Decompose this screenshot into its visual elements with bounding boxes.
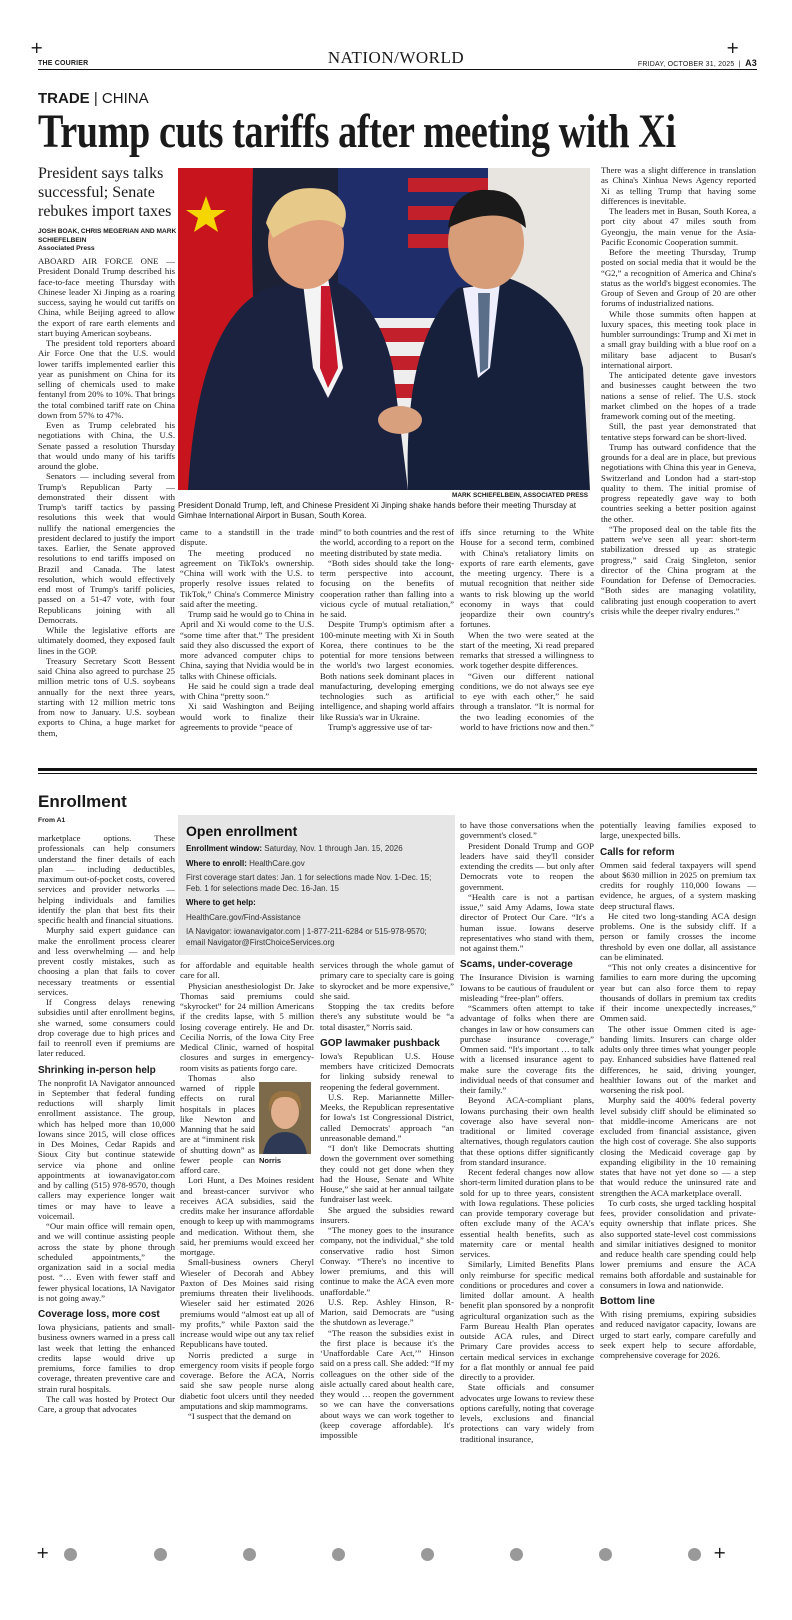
paragraph: Senators — including several from Trump's Republican Party — demonstrated their dissent with Trump's tariff tactics by passing resolutions this week that would nullify the national emergencies the president declared to justify the import taxes. Earlier, the Senate approved resolutions to end tariffs imposed on Brazil and Canada. The latest resolution, which would effectively end most of Trump's tariff policies, passed on a 51-47 vote, with four Republicans joining with all Democrats. [38,471,175,625]
registration-dot [154,1548,167,1561]
paragraph: “Health care is not a partisan issue,” said Amy Adams, Iowa state director of Protect Our Care. “It's a human issue. Iowans deserve representatives who stand with them, not against them.” [460,891,594,953]
paper-name: THE COURIER [38,60,89,67]
registration-dot [64,1548,77,1561]
enrollment-column-4 [460,820,594,1503]
portrait [259,1082,311,1154]
paragraph: mind” to both countries and the rest of the world, according to a report on the meeting distributed by state media. [320,527,454,558]
crop-mark: + [36,1543,50,1562]
paragraph: Stopping the tax credits before there's any substitute would be “a total disaster,” Norris said. [320,1001,454,1032]
paragraph: The leaders met in Busan, South Korea, a port city about 47 miles south from Gyeongju, the main venue for the Asia-Pacific Economic Cooperation summit. [601,206,756,247]
paragraph: Similarly, Limited Benefits Plans only reimburse for specific medical conditions or procedures and cover a limited dollar amount. A health benefit plan sponsored by a nonprofit agricultural organization such as the Farm Bureau Health Plan operates outside ACA rules, and Direct Primary Care provides access to certain medical services in exchange for a flat monthly or annual fee paid directly to a provider. [460,1259,594,1382]
paragraph: “Given our different national conditions, we do not always see eye to eye with each other,” he said through a translator. “It is normal for the two leading economies of the world to have frictions now and then.” [460,670,594,732]
help-link[interactable]: HealthCare.gov/Find-Assistance [186,912,301,922]
paragraph: The nonprofit IA Navigator announced in September that federal funding reductions will sharply limit enrollment assistance. The group, which has helped more than 10,000 Iowans since 2015, will close offices in Des Moines, Cedar Rapids and Sioux City but continue statewide service via phone and online appointments at iowanavigator.com and by calling (515) 978-9570, though callers may experience longer wait times or may have to leave a voicemail. [38,1077,175,1221]
paragraph: “This not only creates a disincentive for families to earn more during the upcoming year but can also force them to repay thousands of dollars in premium tax credits if their income unexpectedly increases,” Ommen said. [600,962,756,1024]
paragraph: The Insurance Division is warning Iowans to be cautious of fraudulent or misleading “free-plan” offers. [460,972,594,1003]
page-folio: FRIDAY, OCTOBER 31, 2025 | A3 [637,58,757,68]
kicker-sub: CHINA [101,90,149,107]
paragraph: Trump has outward confidence that the grounds for a deal are in place, but previous negotiations with China this year in Geneva, Switzerland and London had a start-stop quality to them. The initial promise of progress repeatedly gave way to both countries seeking a better position against the other. [601,441,756,524]
paragraph: “Scammers often attempt to take advantage of folks when there are changes in law or how consumers can purchase insurance coverage,” Ommen said. “It's important … to talk with a licensed insurance agent to make sure the coverage fits the individual needs of that consumer and their family.” [460,1003,594,1095]
section-title: NATION/WORLD [327,48,465,67]
crop-mark: + [713,1543,727,1562]
paragraph: President Donald Trump and GOP leaders have said they'll consider extending the credits — but only after Democrats vote to reopen the government. [460,840,594,892]
page-number: A3 [745,58,757,68]
paragraph: ABOARD AIR FORCE ONE — President Donald Trump described his face-to-face meeting Thursday with Chinese leader Xi Jinping as a roaring success, saying he would cut tariffs on China, while Beijing agreed to allow the export of rare earth elements and start buying American soybeans. [38,256,175,338]
paragraph: The call was hosted by Protect Our Care, a group that advocates [38,1393,175,1414]
navigator-contact: IA Navigator: iowanavigator.com | 1-877-211-6284 or 515-978-9570; email Navigator@FirstChoiceServices.org [186,927,427,947]
paragraph: Murphy said the 400% federal poverty level subsidy cliff should be eliminated so that middle-income Americans are not excluded from financial assistance, given the high cost of coverage. She also supports closing the Medicaid coverage gap by expanding eligibility in the 10 remaining states that have not yet done so — a step that would reduce the uninsured rate and strengthen the ACA marketplace overall. [600,1095,756,1198]
paragraph: With rising premiums, expiring subsidies and reduced navigator capacity, Iowans are urged to start early, compare carefully and seek expert help to secure affordable, comprehensive coverage for 2026. [600,1309,756,1360]
photo-credit: MARK SCHIEFELBEIN, ASSOCIATED PRESS [452,492,588,499]
norris-photo [259,1082,314,1165]
registration-dot [599,1548,612,1561]
paragraph: Trump's aggressive use of tar- [328,721,433,732]
paragraph: Ommen said federal taxpayers will spend about $630 million in 2025 on premium tax credits for roughly 110,000 Iowans — evidence, he argues, of a system masking deep structural flaws. [600,859,756,911]
paragraph: “I don't like Democrats shutting down the government over something they could not get done when they had the House, Senate and White House,” she said at her annual tailgate fundraiser last week. [320,1143,454,1205]
paragraph: marketplace options. These professionals can help consumers understand the finer details of each plan — including deductibles, maximum out-of-pocket costs, covered services and provider networks — helping individuals and families identify the plan that best fits their specific health and financial situations. [38,833,175,925]
paragraph: Thomas also warned of ripple effects on rural hospitals in places like Newton and Manning that he said are at “imminent risk of shutting down” as fewer people can afford care. [180,1072,255,1175]
paragraph: Physician anesthesiologist Dr. Jake Thomas said premiums could “skyrocket” for 24 million Americans if the credits lapse, with 5 million losing coverage entirely. He and Dr. Cecilia Norris, of the Iowa City Free Medical Clinic, warned of hospital closures and surges in emergency-room visits as patients forgo care. [180,980,314,1073]
enrollment-heading: Enrollment [38,792,127,811]
article-column-3 [320,527,454,747]
paragraph: Trump said he would go to China in April and Xi would come to the U.S. “some time after that.” The president said they also discussed the export of more advanced computer chips to China, saying that Nvidia would be in talks with Chinese officials. [180,609,314,681]
section-divider [38,768,757,771]
subheadline: President says talks successful; Senate rebukes import taxes [38,165,172,220]
where-value: HealthCare.gov [249,858,305,868]
window-value: Saturday, Nov. 1 through Jan. 15, 2026 [264,844,403,853]
crop-mark: + [30,38,44,57]
paragraph: “I suspect that the demand on [188,1411,292,1421]
coverage-dates: First coverage start dates: Jan. 1 for selections made Nov. 1-Dec. 15; Feb. 1 for selections made Dec. 16-Jan. 15 [186,873,432,893]
crop-mark: + [726,38,740,57]
paragraph: “The reason the subsidies exist in the first place is because it's the ‘Unaffordable Care Act,’” Hinson said on a press call. She added: “If my colleagues on the other side of the aisle actually cared about health care, they would … reopen the government so we can have the conversations about ways we can work together to (keep coverage affordable). It's impossible [320,1327,454,1440]
jump-line: From A1 [38,817,66,824]
kicker-topic: TRADE [38,90,90,107]
subheading: GOP lawmaker pushback [320,1037,440,1049]
enrollment-column-5 [600,820,756,1503]
registration-dot [688,1548,701,1561]
headline: Trump cuts tariffs after meeting with Xi [38,105,676,158]
paragraph: Beyond ACA-compliant plans, Iowans purchasing their own health coverage also have several non-traditional or limited coverage alternatives, though regulators caution that these options differ significantly from standard insurance. [460,1095,594,1167]
subheading: Bottom line [600,1296,655,1307]
paragraph: Before the meeting Thursday, Trump posted on social media that it would be the “G2,” a recognition of America and China's status as the world's biggest economies. The Group of Seven and Group of 20 are other forums of industrialized nations. [601,247,756,309]
where-label: Where to enroll: [186,858,247,868]
infobox-title: Open enrollment [186,823,298,839]
paragraph: Norris predicted a surge in emergency room visits if people forgo coverage. Before the ACA, Norris said she saw people nurse along diabetic foot ulcers until they needed amputations and skip mammograms. [180,1349,314,1411]
article-column-4 [460,527,594,747]
paragraph: To curb costs, she urged tackling hospital fees, provider consolidation and private-equity ownership that inflate prices. She also supported state-level cost commissions and similar initiatives designed to monitor and reduce health care spending could help lower premiums and ensure the ACA remains both affordable and sustainable for consumers in Iowa and nationwide. [600,1197,756,1290]
paragraph: Treasury Secretary Scott Bessent said China also agreed to purchase 25 million metric tons of U.S. soybeans annually for the next three years, starting with 12 million metric tons from now to January. U.S. soybean exports to China, a huge market for them, [38,655,175,738]
open-enrollment-infobox [178,815,455,955]
paragraph: Small-business owners Cheryl Wieseler of Decorah and Abbey Paxton of Des Moines said rising premiums threaten their livelihoods. Wieseler said her estimated 2026 premiums would “almost eat up all of my profits,” while Paxton said the increase would wipe out any tax relief Republicans have touted. [180,1257,314,1350]
help-label: Where to get help: [186,898,256,907]
section-divider-thin [38,773,757,774]
paragraph: The other issue Ommen cited is age-banding limits. Insurers can charge older adults only three times what younger people pay. Enhanced subsidies have flattened real differences, he said, driving younger, healthier Iowans out of the market and worsening the risk pool. [600,1023,756,1095]
header-rule [38,69,757,70]
byline-agency: Associated Press [38,245,95,252]
window-label: Enrollment window: [186,844,262,853]
paragraph: services through the whole gamut of primary care to specialty care is going to skyrocket and be more expensive,” she said. [320,960,454,1001]
paragraph: Even as Trump celebrated his negotiations with China, the U.S. Senate passed a resolution Thursday that would undo many of his tariffs around the globe. [38,420,175,471]
subheading: Scams, under-coverage [460,959,573,971]
paragraph: iffs since returning to the White House for a second term, combined with China's retaliatory limits on exports of rare earth elements, gave the meeting urgency. There is a mutual recognition that neither side wants to risk blowing up the world economy in ways that could jeopardize their own country's fortunes. [460,527,594,630]
paragraph: He cited two long-standing ACA design problems. One is the subsidy cliff. If a person or family crosses the income threshold by even one dollar, all assistance can be eliminated. [600,910,756,962]
article-column-2 [180,527,314,747]
paragraph: Recent federal changes now allow short-term limited duration plans to be sold for up to three years, consistent with Iowa regulations. These policies can provide temporary coverage but often exclude many of the ACA's essential health benefits, such as maternity care or mental health services. [460,1167,594,1259]
paragraph: for affordable and equitable health care for all. [180,960,314,981]
photo-caption: President Donald Trump, left, and Chinese President Xi Jinping shake hands before their meeting Thursday at Gimhae International Airport in Busan, South Korea. [178,501,577,520]
paragraph: Murphy said expert guidance can make the enrollment process clearer and less overwhelming — and help prevent costly mistakes, such as choosing a plan that fails to cover necessary treatments or essential services. [38,925,175,997]
paragraph: “The money goes to the insurance company, not the individual,” she told conservative radio host Simon Conway. “There's no incentive to lower premiums, and this will continue to make the ACA even more unaffordable.” [320,1225,454,1297]
paragraph: When the two were seated at the start of the meeting, Xi read prepared remarks that stressed a willingness to work together despite differences. [460,629,594,671]
subheading: Shrinking in-person help [38,1064,156,1076]
paragraph: Lori Hunt, a Des Moines resident and breast-cancer survivor who receives ACA subsidies, said the credits make her insurance affordable enough to keep up with mammograms and medication. Without them, she said, her premiums would exceed her mortgage. [180,1175,314,1257]
registration-dot [421,1548,434,1561]
registration-dot [510,1548,523,1561]
paragraph: While those summits often happen at luxury spaces, this meeting took place in humbler surroundings: Trump and Xi met in a small gray building with a blue roof on a military base adjacent to Busan's international airport. [601,308,756,370]
paragraph: If Congress delays renewing subsidies until after enrollment begins, she warned, some consumers could drop coverage due to high prices and fail to reenroll even if premiums are later reduced. [38,997,175,1059]
paragraph: U.S. Rep. Mariannette Miller-Meeks, the Republican representative for Iowa's 1st Congressional District, called Democrats' approach “an unreasonable demand.” [320,1091,454,1143]
enrollment-column-3 [320,960,454,1503]
enrollment-column-2 [180,960,314,1503]
paragraph: potentially leaving families exposed to large, unexpected bills. [600,820,756,841]
paragraph: U.S. Rep. Ashley Hinson, R-Marion, said Democrats are “using the shutdown as leverage.” [320,1296,454,1328]
photo-trump-xi-handshake [178,168,590,490]
byline: JOSH BOAK, CHRIS MEGERIAN AND MARK SCHIEFELBEIN [38,228,177,244]
paragraph: The meeting produced no agreement on TikTok's ownership. “China will work with the U.S. to properly resolve issues related to TikTok,” China's Commerce Ministry said after the meeting. [180,547,314,609]
norris-photo-caption: Norris [259,1156,282,1165]
paragraph: Iowa's Republican U.S. House members have criticized Democrats for linking subsidy renewal to reopening the federal government. [320,1050,454,1092]
paragraph: Iowa physicians, patients and small-business owners warned in a press call last week that letting the enhanced credits lapse would drive up premiums, force families to drop coverage, threaten preventive care and strain rural hospitals. [38,1322,175,1394]
subheading: Calls for reform [600,846,675,858]
registration-dot [243,1548,256,1561]
article-column-1 [38,256,175,748]
enrollment-column-1 [38,833,175,1503]
paragraph: The anticipated detente gave investors and businesses caught between the two nations a sense of relief. The U.S. stock market climbed on the hopes of a trade framework coming out of the meeting. [601,370,756,421]
article-column-5 [601,165,756,748]
paragraph: came to a standstill in the trade dispute. [180,527,314,548]
paragraph: “Our main office will remain open, and we will continue assisting people across the state by phone through scheduled appointments,” the organization said in a social media post. “… Even with fewer staff and fewer physical locations, IA Navigator is not going away.” [38,1221,175,1303]
paragraph: Still, the past year demonstrated that tentative steps forward can be short-lived. [601,421,756,442]
paragraph: Xi said Washington and Beijing would work to finalize their agreements to provide “peace of [180,701,314,732]
kicker: TRADE | CHINA [38,90,149,107]
registration-dot [332,1548,345,1561]
paragraph: Despite Trump's optimism after a 100-minute meeting with Xi in South Korea, there continues to be the potential for more tensions between the world's two largest economies. Both nations seek dominant places in manufacturing, developing emerging technologies such as artificial intelligence, and shaping world affairs like Russia's war in Ukraine. [320,619,454,722]
paragraph: She argued the subsidies reward insurers. [320,1204,454,1225]
paragraph: “Both sides should take the long-term perspective into account, focusing on the benefits of cooperation rather than falling into a vicious cycle of mutual retaliation,” he said. [320,557,454,619]
paragraph: While the legislative efforts are ultimately doomed, they exposed fault lines in the GOP. [38,625,175,656]
issue-date: FRIDAY, OCTOBER 31, 2025 [637,61,735,68]
paragraph: There was a slight difference in translation as China's Xinhua News Agency reported Xi as telling Trump that having some differences is inevitable. [601,165,756,206]
paragraph: The president told reporters aboard Air Force One that the U.S. would lower tariffs implemented earlier this year as punishment on China for its selling of chemicals used to make fentanyl from 20% to 10%. That brings the total combined tariff rate on China down from 57% to 47%. [38,338,175,420]
paragraph: State officials and consumer advocates urge Iowans to review these options carefully, noting that coverage levels, exclusions and financial protections can vary widely from traditional insurance, [460,1382,594,1444]
subheading: Coverage loss, more cost [38,1309,160,1320]
paragraph: “The proposed deal on the table fits the pattern we've seen all year: short-term stabilization dressed up as strategic progress,” said Craig Singleton, senior director of the China program at the Foundation for Defense of Democracies. “Both sides are managing volatility, calibrating just enough cooperation to avert crisis while the deeper rivalry endures.” [601,523,756,616]
paragraph: to have those conversations when the government's closed.” [460,820,594,841]
paragraph: He said he could sign a trade deal with China “pretty soon.” [180,680,314,701]
